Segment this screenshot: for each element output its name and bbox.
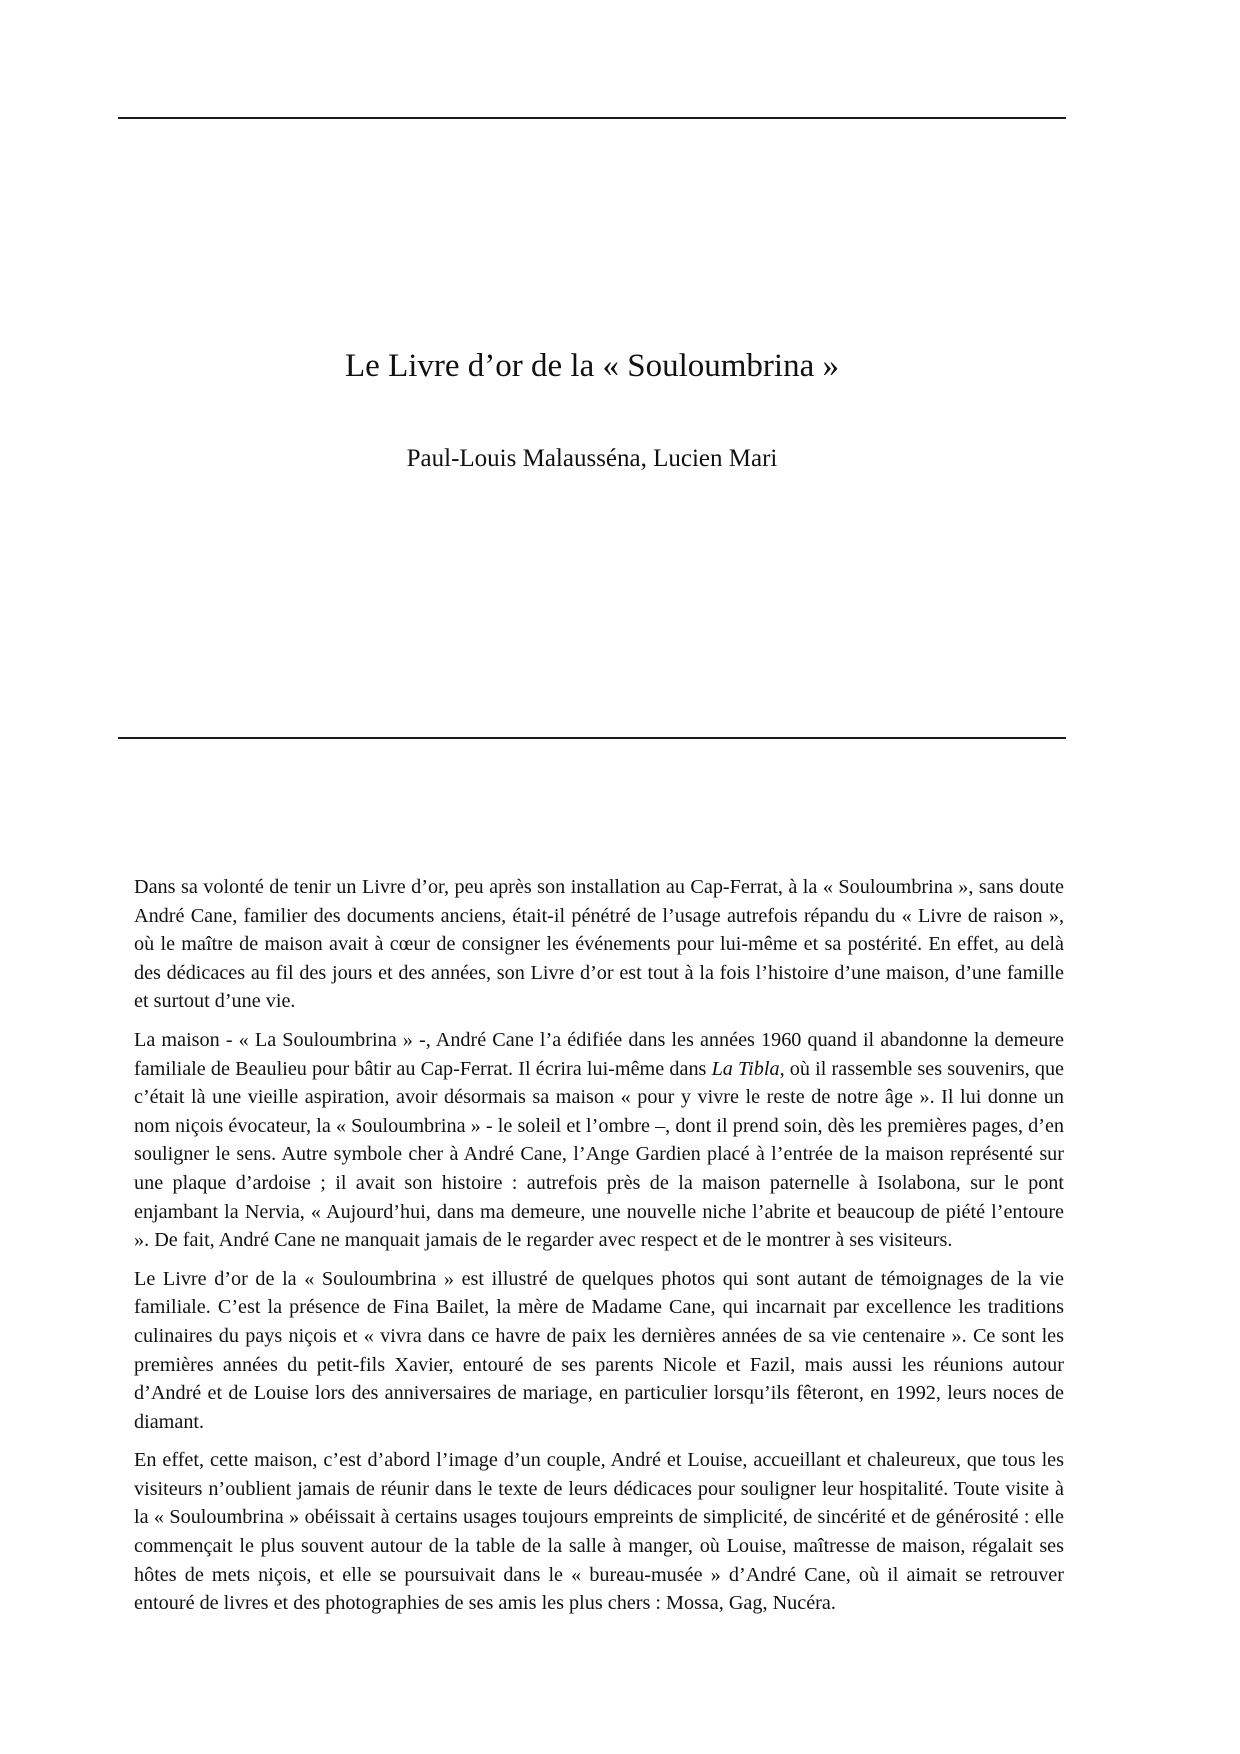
paragraph-2-part-2: , où il rassemble ses souvenirs, que c’était là une vieille aspiration, avoir désormais sa maison « pour y vivre le reste de notre âge ». Il lui donne un nom niçois évocateur, la « Souloumbrina » - le soleil et l’ombre –, dont il prend soin, dès les premières pages, d’en souligner le sens. Autre symbole cher à André Cane, l’Ange Gardien placé à l’entrée de la maison représenté sur une plaque d’ardoise ; il avait son histoire : autrefois près de la maison paternelle à Isolabona, sur le pont enjambant la Nervia, « Aujourd’hui, dans ma demeure, une nouvelle niche l’abrite et beaucoup de piété l’entoure ». De fait, André Cane ne manquait jamais de le regarder avec respect et de le montrer à ses visiteurs.: [134, 1057, 1065, 1252]
paragraph-1: Dans sa volonté de tenir un Livre d’or, peu après son installation au Cap-Ferrat, à la « Souloumbrina », sans doute André Cane, familier des documents anciens, était-il pénétré de l’usage autrefois répandu du « Livre de raison », où le maître de maison avait à cœur de consigner les événements pour lui-même et sa postérité. En effet, au delà des dédicaces au fil des jours et des années, son Livre d’or est tout à la fois l’histoire d’une maison, d’une famille et surtout d’une vie.: [134, 876, 1064, 1013]
paragraph-2-part-1: La maison - « La Souloumbrina » -, André Cane l’a édifiée dans les années 1960 quand il abandonne la demeure familiale de Beaulieu pour bâtir au Cap-Ferrat. Il écrira lui-même dans: [134, 1028, 1064, 1080]
paragraph-4: En effet, cette maison, c’est d’abord l’image d’un couple, André et Louise, accueillant et chaleureux, que tous les visiteurs n’oublient jamais de réunir dans le texte de leurs dédicaces pour souligner leur hospitalité. Toute visite à la « Souloumbrina » obéissait à certains usages toujours empreints de simplicité, de sincérité et de générosité : elle commençait le plus souvent autour de la table de la salle à manger, où Louise, maîtresse de maison, régalait ses hôtes de mets niçois, et elle se poursuivait dans le « bureau-musée » d’André Cane, où il aimait se retrouver entouré de livres et des photographies de ses amis les plus chers : Mossa, Gag, Nucéra.: [134, 1449, 1064, 1615]
top-rule: [118, 117, 1066, 119]
article-title: Le Livre d’or de la « Souloumbrina »: [345, 348, 839, 384]
article-body: [134, 873, 1064, 1628]
book-title-la-tibla: La Tibla: [711, 1057, 780, 1080]
bottom-rule: [118, 737, 1066, 739]
paragraph-3: Le Livre d’or de la « Souloumbrina » est illustré de quelques photos qui sont autant de témoignages de la vie familiale. C’est la présence de Fina Bailet, la mère de Madame Cane, qui incarnait par excellence les traditions culinaires du pays niçois et « vivra dans ce havre de paix les dernières années de sa vie centenaire ». Ce sont les premières années du petit-fils Xavier, entouré de ses parents Nicole et Fazil, mais aussi les réunions autour d’André et de Louise lors des anniversaires de mariage, en particulier lorsqu’ils fêteront, en 1992, leurs noces de diamant.: [134, 1267, 1064, 1433]
article-authors: Paul-Louis Malausséna, Lucien Mari: [406, 445, 778, 472]
paragraph-2: [134, 1026, 1064, 1255]
